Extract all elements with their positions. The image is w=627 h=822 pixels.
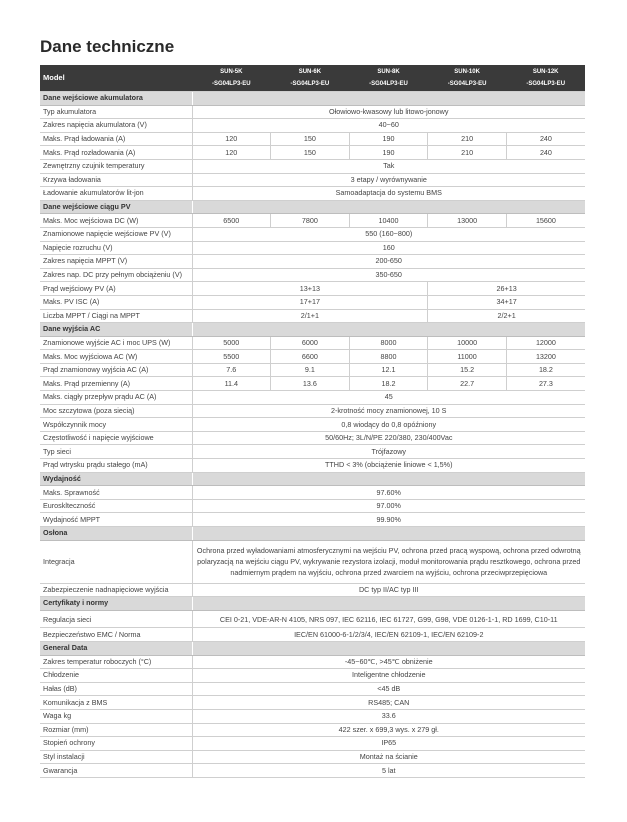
spec-value: 190 — [349, 132, 428, 146]
spec-row — [40, 459, 585, 473]
spec-label: Moc szczytowa (poza siecią) — [40, 404, 192, 418]
spec-value: 18.2 — [506, 363, 585, 377]
spec-value: 10000 — [428, 336, 507, 350]
section-header-row — [40, 641, 585, 655]
spec-value: 10400 — [349, 214, 428, 228]
spec-label: Zewnętrzny czujnik temperatury — [40, 159, 192, 173]
spec-value: Trójfazowy — [192, 445, 585, 459]
spec-body — [40, 92, 585, 778]
spec-row — [40, 391, 585, 405]
spec-label: Gwarancja — [40, 764, 192, 778]
spec-row — [40, 377, 585, 391]
spec-label: Krzywa ładowania — [40, 173, 192, 187]
spec-label: Częstotliwość i napięcie wyjściowe — [40, 431, 192, 445]
spec-row — [40, 445, 585, 459]
spec-label: Maks. Prąd przemienny (A) — [40, 377, 192, 391]
section-title: General Data — [40, 641, 192, 655]
spec-table — [40, 65, 585, 778]
spec-value: 12000 — [506, 336, 585, 350]
spec-value: Montaż na ścianie — [192, 750, 585, 764]
model-name: SUN-8K -SG04LP3-EU — [349, 65, 428, 92]
spec-row — [40, 486, 585, 500]
spec-label: Maks. Sprawność — [40, 486, 192, 500]
spec-value: 2-krotność mocy znamionowej, 10 S — [192, 404, 585, 418]
section-header-row — [40, 597, 585, 611]
spec-value: 422 szer. x 699,3 wys. x 279 gł. — [192, 723, 585, 737]
page-title: Dane techniczne — [40, 37, 175, 56]
spec-value: 45 — [192, 391, 585, 405]
spec-value: 97.00% — [192, 499, 585, 513]
spec-label: Stopień ochrony — [40, 737, 192, 751]
section-title: Wydajność — [40, 472, 192, 486]
spec-label: Maks. Moc wyjściowa AC (W) — [40, 350, 192, 364]
section-header-row — [40, 527, 585, 541]
spec-value: 27.3 — [506, 377, 585, 391]
spec-value: 50/60Hz; 3L/N/PE 220/380, 230/400Vac — [192, 431, 585, 445]
spec-value: 200-650 — [192, 255, 585, 269]
spec-label: Zakres temperatur roboczych (°C) — [40, 655, 192, 669]
spec-value: 8000 — [349, 336, 428, 350]
spec-row — [40, 241, 585, 255]
spec-row — [40, 709, 585, 723]
spec-label: Regulacja sieci — [40, 610, 192, 628]
spec-row — [40, 418, 585, 432]
spec-row — [40, 696, 585, 710]
spec-label: Chłodzenie — [40, 669, 192, 683]
spec-value: 150 — [271, 146, 350, 160]
section-title: Dane wejściowe akumulatora — [40, 92, 192, 106]
spec-row — [40, 363, 585, 377]
spec-value: 40~60 — [192, 119, 585, 133]
spec-label: Zabezpieczenie nadnapięciowe wyjścia — [40, 583, 192, 597]
spec-label: Maks. Prąd rozładowania (A) — [40, 146, 192, 160]
spec-value: 7800 — [271, 214, 350, 228]
spec-label: Maks. Prąd ładowania (A) — [40, 132, 192, 146]
header-row — [40, 65, 585, 92]
spec-value: 2/1+1 — [192, 309, 428, 323]
section-filler — [192, 200, 585, 214]
spec-value: CEI 0-21, VDE-AR-N 4105, NRS 097, IEC 62116, IEC 61727, G99, G98, VDE 0126-1-1, RD 1699, C10-11 — [192, 610, 585, 628]
spec-row — [40, 255, 585, 269]
spec-row — [40, 583, 585, 597]
spec-value: 34+17 — [428, 295, 585, 309]
spec-row — [40, 540, 585, 583]
spec-value: 12.1 — [349, 363, 428, 377]
spec-value: 210 — [428, 146, 507, 160]
spec-value: 0,8 wiodący do 0,8 opóźniony — [192, 418, 585, 432]
spec-value: 97.60% — [192, 486, 585, 500]
spec-value: 13200 — [506, 350, 585, 364]
spec-row — [40, 682, 585, 696]
spec-row — [40, 628, 585, 642]
model-name: SUN-5K -SG04LP3-EU — [192, 65, 271, 92]
spec-value: 210 — [428, 132, 507, 146]
section-filler — [192, 92, 585, 106]
spec-value: 120 — [192, 146, 271, 160]
spec-value: 18.2 — [349, 377, 428, 391]
spec-row — [40, 227, 585, 241]
spec-label: Znamionowe napięcie wejściowe PV (V) — [40, 227, 192, 241]
spec-value: IP65 — [192, 737, 585, 751]
model-name: SUN-10K -SG04LP3-EU — [428, 65, 507, 92]
spec-value: 11.4 — [192, 377, 271, 391]
section-header-row — [40, 200, 585, 214]
spec-label: Współczynnik mocy — [40, 418, 192, 432]
spec-row — [40, 105, 585, 119]
spec-label: Waga kg — [40, 709, 192, 723]
model-name: SUN-6K -SG04LP3-EU — [271, 65, 350, 92]
model-name: SUN-12K -SG04LP3-EU — [506, 65, 585, 92]
spec-label: Prąd wejściowy PV (A) — [40, 282, 192, 296]
spec-value: 11000 — [428, 350, 507, 364]
spec-value: DC typ II/AC typ III — [192, 583, 585, 597]
spec-value: <45 dB — [192, 682, 585, 696]
spec-row — [40, 655, 585, 669]
spec-value: 17+17 — [192, 295, 428, 309]
spec-value: 550 (160~800) — [192, 227, 585, 241]
spec-value: Inteligentne chłodzenie — [192, 669, 585, 683]
spec-row — [40, 750, 585, 764]
spec-row — [40, 309, 585, 323]
spec-row — [40, 737, 585, 751]
spec-label: Maks. ciągły przepływ prądu AC (A) — [40, 391, 192, 405]
spec-value: IEC/EN 61000-6-1/2/3/4, IEC/EN 62109-1, IEC/EN 62109-2 — [192, 628, 585, 642]
spec-row — [40, 350, 585, 364]
spec-value: 26+13 — [428, 282, 585, 296]
spec-label: Prąd wtrysku prądu stałego (mA) — [40, 459, 192, 473]
spec-value: 6000 — [271, 336, 350, 350]
spec-row — [40, 669, 585, 683]
spec-value: 5500 — [192, 350, 271, 364]
spec-label: Integracja — [40, 540, 192, 583]
section-title: Dane wejściowe ciągu PV — [40, 200, 192, 214]
spec-row — [40, 404, 585, 418]
spec-value: 6500 — [192, 214, 271, 228]
spec-row — [40, 295, 585, 309]
section-header-row — [40, 472, 585, 486]
section-filler — [192, 641, 585, 655]
spec-label: Bezpieczeństwo EMC / Norma — [40, 628, 192, 642]
spec-value: Samoadaptacja do systemu BMS — [192, 187, 585, 201]
spec-label: Ładowanie akumulatorów lit-jon — [40, 187, 192, 201]
spec-value: TTHD < 3% (obciążenie liniowe < 1,5%) — [192, 459, 585, 473]
spec-value: 150 — [271, 132, 350, 146]
spec-row — [40, 513, 585, 527]
spec-value: 15.2 — [428, 363, 507, 377]
spec-row — [40, 764, 585, 778]
spec-label: Zakres napięcia MPPT (V) — [40, 255, 192, 269]
spec-row — [40, 146, 585, 160]
section-filler — [192, 472, 585, 486]
spec-value: 22.7 — [428, 377, 507, 391]
spec-label: Typ sieci — [40, 445, 192, 459]
spec-row — [40, 159, 585, 173]
section-filler — [192, 597, 585, 611]
section-filler — [192, 527, 585, 541]
spec-label: Eurosklteczność — [40, 499, 192, 513]
section-title: Certyfikaty i normy — [40, 597, 192, 611]
spec-label: Wydajność MPPT — [40, 513, 192, 527]
spec-label: Maks. Moc wejściowa DC (W) — [40, 214, 192, 228]
spec-label: Napięcie rozruchu (V) — [40, 241, 192, 255]
spec-label: Znamionowe wyjście AC i moc UPS (W) — [40, 336, 192, 350]
section-title: Dane wyjścia AC — [40, 323, 192, 337]
spec-value: 9.1 — [271, 363, 350, 377]
spec-value: 13+13 — [192, 282, 428, 296]
spec-label: Prąd znamionowy wyjścia AC (A) — [40, 363, 192, 377]
spec-value: 7.6 — [192, 363, 271, 377]
section-header-row — [40, 92, 585, 106]
spec-label: Zakres napięcia akumulatora (V) — [40, 119, 192, 133]
spec-value: Ochrona przed wyładowaniami atmosferycznymi na wejściu PV, ochrona przed pracą wyspową, ochrona przed odwrotną polaryzacją na wejściu ciągu PV, wykrywanie rezystora izolacji, moduł monitorowania prądu resztkowego, ochrona przed nadmiernym prądem na wyjściu, ochrona przed zwarciem na wyjściu, ochrona przeciwprzepięciowa — [192, 540, 585, 583]
spec-label: Styl instalacji — [40, 750, 192, 764]
spec-value: 160 — [192, 241, 585, 255]
spec-value: 240 — [506, 132, 585, 146]
spec-value: 5 lat — [192, 764, 585, 778]
spec-row — [40, 214, 585, 228]
spec-row — [40, 499, 585, 513]
spec-value: Tak — [192, 159, 585, 173]
section-header-row — [40, 323, 585, 337]
spec-row — [40, 336, 585, 350]
spec-row — [40, 282, 585, 296]
spec-row — [40, 132, 585, 146]
spec-value: 6600 — [271, 350, 350, 364]
spec-label: Typ akumulatora — [40, 105, 192, 119]
spec-value: 13.6 — [271, 377, 350, 391]
spec-value: 190 — [349, 146, 428, 160]
spec-label: Rozmiar (mm) — [40, 723, 192, 737]
spec-row — [40, 268, 585, 282]
spec-label: Zakres nap. DC przy pełnym obciążeniu (V) — [40, 268, 192, 282]
spec-label: Hałas (dB) — [40, 682, 192, 696]
spec-value: 13000 — [428, 214, 507, 228]
spec-row — [40, 610, 585, 628]
section-title: Osłona — [40, 527, 192, 541]
spec-label: Liczba MPPT / Ciągi na MPPT — [40, 309, 192, 323]
spec-value: 99.90% — [192, 513, 585, 527]
section-filler — [192, 323, 585, 337]
spec-value: 2/2+1 — [428, 309, 585, 323]
spec-value: 3 etapy / wyrównywanie — [192, 173, 585, 187]
spec-value: 350-650 — [192, 268, 585, 282]
spec-value: -45~60℃, >45℃ obniżenie — [192, 655, 585, 669]
spec-value: Ołowiowo-kwasowy lub litowo-jonowy — [192, 105, 585, 119]
model-header: Model — [40, 65, 192, 92]
spec-row — [40, 173, 585, 187]
spec-row — [40, 119, 585, 133]
spec-value: RS485; CAN — [192, 696, 585, 710]
spec-label: Maks. PV ISC (A) — [40, 295, 192, 309]
spec-row — [40, 187, 585, 201]
spec-value: 8800 — [349, 350, 428, 364]
spec-value: 240 — [506, 146, 585, 160]
spec-value: 120 — [192, 132, 271, 146]
spec-label: Komunikacja z BMS — [40, 696, 192, 710]
spec-value: 5000 — [192, 336, 271, 350]
spec-row — [40, 723, 585, 737]
spec-value: 15600 — [506, 214, 585, 228]
spec-row — [40, 431, 585, 445]
spec-value: 33.6 — [192, 709, 585, 723]
